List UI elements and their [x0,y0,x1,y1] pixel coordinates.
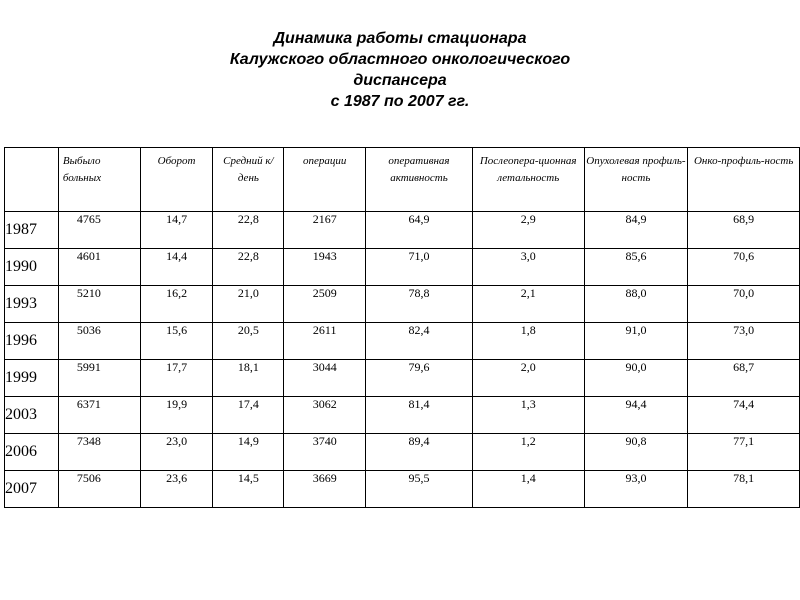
value-cell: 2,1 [472,286,584,323]
value-cell: 3062 [284,397,366,434]
table-row [5,360,800,397]
value-cell: 3740 [284,434,366,471]
year-cell: 1987 [5,212,59,249]
value-cell: 5036 [58,323,140,360]
value-cell: 23,6 [140,471,213,508]
value-cell: 5210 [58,286,140,323]
value-cell: 5991 [58,360,140,397]
header-cell: Онко-профиль-ность [688,148,800,212]
title-line-3: диспансера [353,72,447,89]
value-cell: 90,8 [584,434,688,471]
value-cell: 1943 [284,249,366,286]
value-cell: 21,0 [213,286,284,323]
page-title [0,28,800,112]
table-row [5,286,800,323]
value-cell: 94,4 [584,397,688,434]
value-cell: 78,1 [688,471,800,508]
value-cell: 64,9 [366,212,473,249]
year-cell: 2007 [5,471,59,508]
value-cell: 3044 [284,360,366,397]
value-cell: 88,0 [584,286,688,323]
value-cell: 4601 [58,249,140,286]
value-cell: 71,0 [366,249,473,286]
value-cell: 1,8 [472,323,584,360]
value-cell: 6371 [58,397,140,434]
value-cell: 82,4 [366,323,473,360]
header-cell: Выбыло больных [58,148,140,212]
value-cell: 2167 [284,212,366,249]
table-row [5,323,800,360]
value-cell: 4765 [58,212,140,249]
value-cell: 19,9 [140,397,213,434]
value-cell: 1,2 [472,434,584,471]
value-cell: 20,5 [213,323,284,360]
value-cell: 16,2 [140,286,213,323]
value-cell: 70,0 [688,286,800,323]
value-cell: 84,9 [584,212,688,249]
value-cell: 2509 [284,286,366,323]
value-cell: 22,8 [213,249,284,286]
table-row [5,249,800,286]
year-cell: 2003 [5,397,59,434]
title-line-4: с 1987 по 2007 гг. [330,93,470,110]
table-row [5,212,800,249]
value-cell: 93,0 [584,471,688,508]
value-cell: 14,5 [213,471,284,508]
title-line-2: Калужского областного онкологического [229,51,571,68]
value-cell: 3669 [284,471,366,508]
table-header-row [5,148,800,212]
value-cell: 1,4 [472,471,584,508]
value-cell: 70,6 [688,249,800,286]
value-cell: 15,6 [140,323,213,360]
value-cell: 23,0 [140,434,213,471]
value-cell: 1,3 [472,397,584,434]
value-cell: 22,8 [213,212,284,249]
value-cell: 18,1 [213,360,284,397]
value-cell: 3,0 [472,249,584,286]
header-cell: Послеопера-ционная летальность [472,148,584,212]
header-cell [5,148,59,212]
title-line-1: Динамика работы стационара [273,30,527,47]
year-cell: 1993 [5,286,59,323]
value-cell: 17,7 [140,360,213,397]
value-cell: 7348 [58,434,140,471]
year-cell: 1999 [5,360,59,397]
value-cell: 68,7 [688,360,800,397]
value-cell: 91,0 [584,323,688,360]
value-cell: 77,1 [688,434,800,471]
header-cell: оперативная активность [366,148,473,212]
value-cell: 89,4 [366,434,473,471]
value-cell: 78,8 [366,286,473,323]
value-cell: 17,4 [213,397,284,434]
value-cell: 2,0 [472,360,584,397]
value-cell: 95,5 [366,471,473,508]
value-cell: 74,4 [688,397,800,434]
header-cell: Опухолевая профиль-ность [584,148,688,212]
value-cell: 68,9 [688,212,800,249]
value-cell: 79,6 [366,360,473,397]
year-cell: 1990 [5,249,59,286]
value-cell: 14,7 [140,212,213,249]
year-cell: 1996 [5,323,59,360]
value-cell: 90,0 [584,360,688,397]
value-cell: 73,0 [688,323,800,360]
value-cell: 85,6 [584,249,688,286]
value-cell: 14,9 [213,434,284,471]
year-cell: 2006 [5,434,59,471]
value-cell: 2611 [284,323,366,360]
table-row [5,397,800,434]
table-row [5,471,800,508]
header-cell: Оборот [140,148,213,212]
table-row [5,434,800,471]
value-cell: 2,9 [472,212,584,249]
value-cell: 14,4 [140,249,213,286]
value-cell: 81,4 [366,397,473,434]
statistics-table [4,147,800,508]
value-cell: 7506 [58,471,140,508]
header-cell: операции [284,148,366,212]
header-cell: Средний к/день [213,148,284,212]
